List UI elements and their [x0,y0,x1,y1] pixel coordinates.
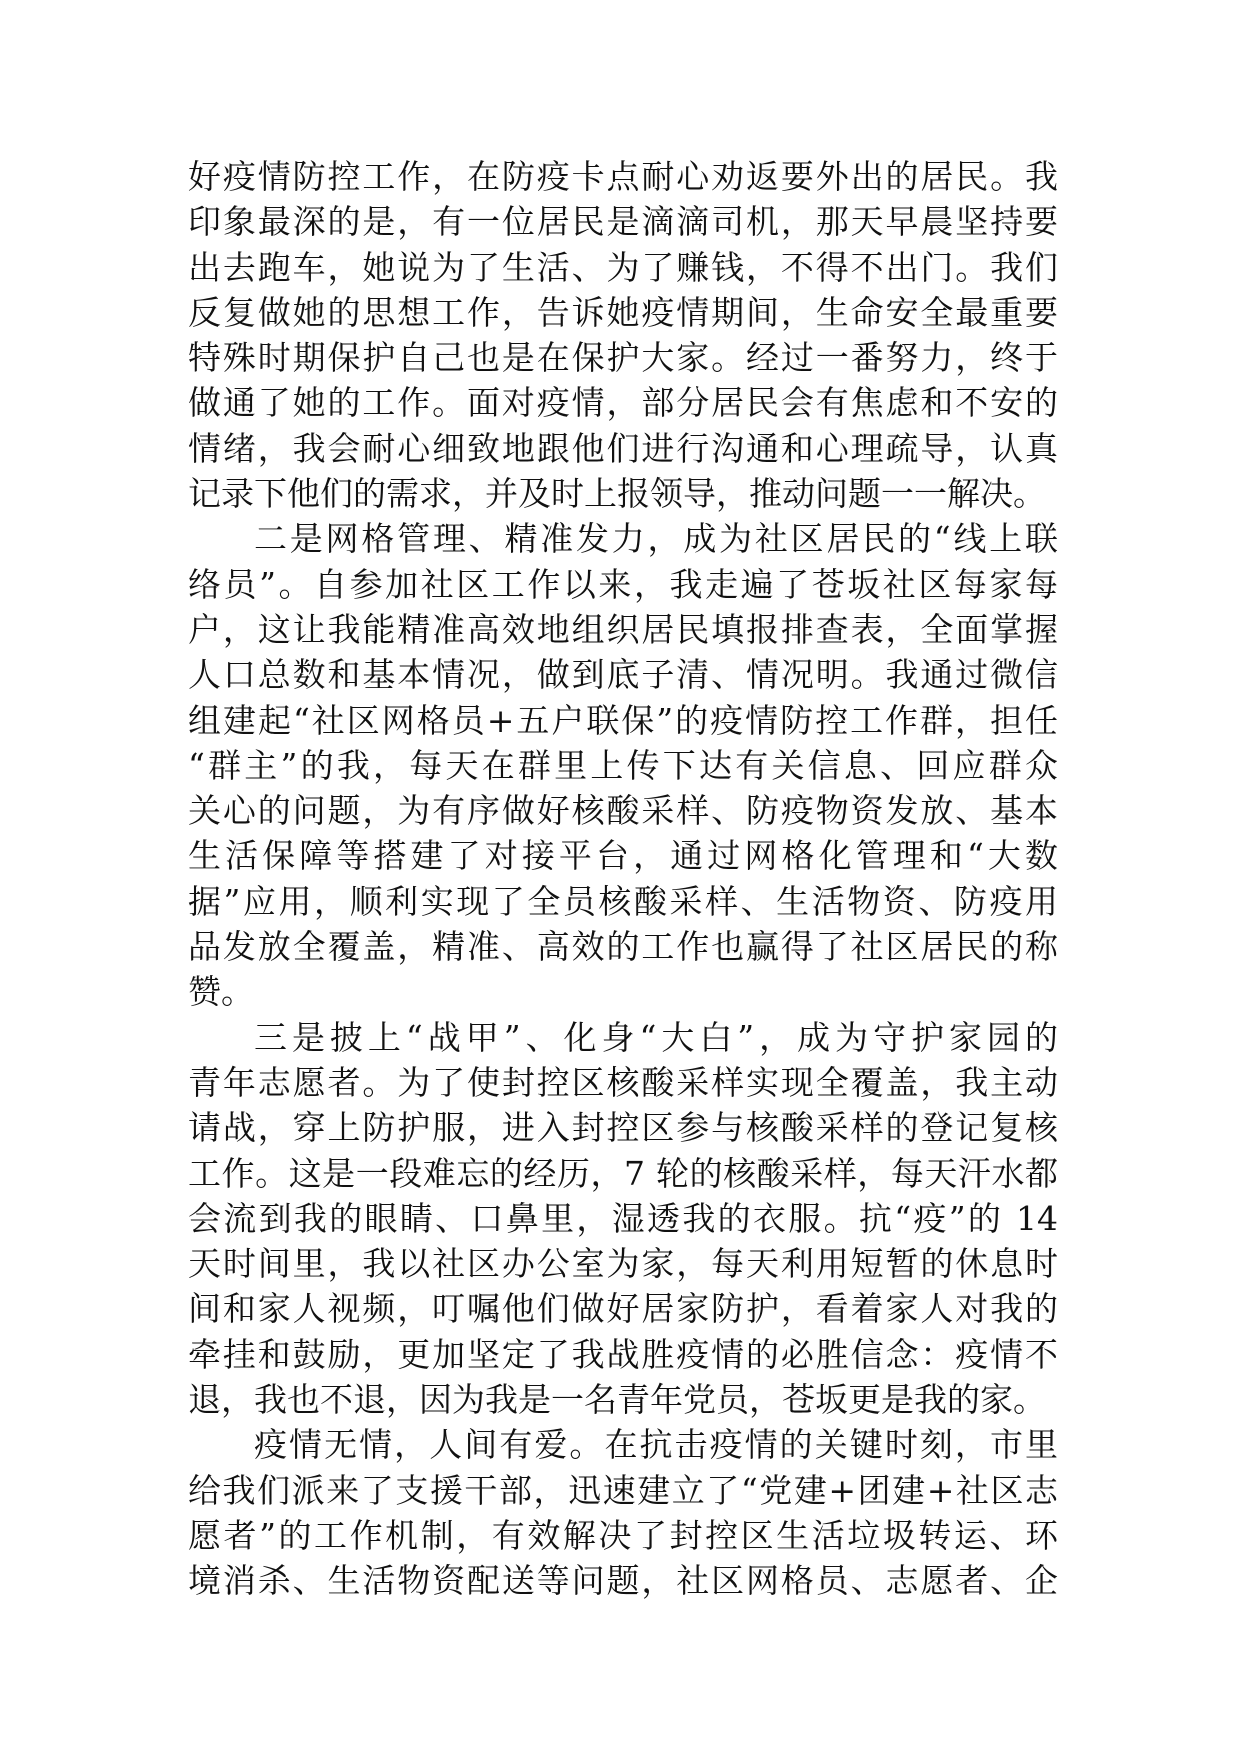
text-line: 疫情无情，人间有爱。在抗击疫情的关键时刻，市里 [254,1425,1058,1465]
text-line: 请战，穿上防护服，进入封控区参与核酸采样的登记复核 [188,1108,1058,1148]
text-line: 天时间里，我以社区办公室为家，每天利用短暂的休息时 [188,1244,1058,1284]
text-line: “群主”的我，每天在群里上传下达有关信息、回应群众 [188,745,1058,785]
text-line: 人口总数和基本情况，做到底子清、情况明。我通过微信 [188,655,1058,695]
body-text [188,154,1058,1604]
text-line: 据”应用，顺利实现了全员核酸采样、生活物资、防疫用 [188,881,1058,921]
text-line: 退，我也不退，因为我是一名青年党员，苍坂更是我的家。 [188,1380,1046,1420]
text-line: 品发放全覆盖，精准、高效的工作也赢得了社区居民的称 [188,927,1058,967]
text-line: 特殊时期保护自己也是在保护大家。经过一番努力，终于 [188,338,1058,378]
text-line: 关心的问题，为有序做好核酸采样、防疫物资发放、基本 [188,791,1058,831]
text-line: 印象最深的是，有一位居民是滴滴司机，那天早晨坚持要 [188,202,1058,242]
text-line: 会流到我的眼睛、口鼻里，湿透我的衣服。抗“疫”的 14 [188,1198,1058,1238]
text-line: 生活保障等搭建了对接平台，通过网格化管理和“大数 [188,836,1058,876]
text-line: 给我们派来了支援干部，迅速建立了“党建+团建+社区志 [188,1470,1058,1510]
text-line: 青年志愿者。为了使封控区核酸采样实现全覆盖，我主动 [188,1062,1058,1102]
text-line: 记录下他们的需求，并及时上报领导，推动问题一一解决。 [188,474,1046,514]
text-line: 境消杀、生活物资配送等问题，社区网格员、志愿者、企 [188,1561,1058,1601]
text-line: 组建起“社区网格员+五户联保”的疫情防控工作群，担任 [188,700,1058,740]
text-line: 三是披上“战甲”、化身“大白”，成为守护家园的 [254,1017,1058,1057]
text-line: 做通了她的工作。面对疫情，部分居民会有焦虑和不安的 [188,383,1058,423]
text-line: 愿者”的工作机制，有效解决了封控区生活垃圾转运、环 [188,1515,1058,1555]
text-line: 好疫情防控工作，在防疫卡点耐心劝返要外出的居民。我 [188,157,1058,196]
text-line: 赞。 [188,972,254,1012]
text-line: 间和家人视频，叮嘱他们做好居家防护，看着家人对我的 [188,1289,1058,1329]
text-line: 络员”。自参加社区工作以来，我走遍了苍坂社区每家每 [188,564,1058,604]
text-line: 情绪，我会耐心细致地跟他们进行沟通和心理疏导，认真 [188,428,1058,468]
text-line: 出去跑车，她说为了生活、为了赚钱，不得不出门。我们 [188,247,1058,287]
text-line: 户，这让我能精准高效地组织居民填报排查表，全面掌握 [188,609,1058,649]
text-line: 反复做她的思想工作，告诉她疫情期间，生命安全最重要 [188,292,1058,332]
text-line: 工作。这是一段难忘的经历，7 轮的核酸采样，每天汗水都 [188,1153,1058,1193]
text-line: 二是网格管理、精准发力，成为社区居民的“线上联 [254,519,1058,559]
text-line: 牵挂和鼓励，更加坚定了我战胜疫情的必胜信念：疫情不 [188,1334,1058,1374]
